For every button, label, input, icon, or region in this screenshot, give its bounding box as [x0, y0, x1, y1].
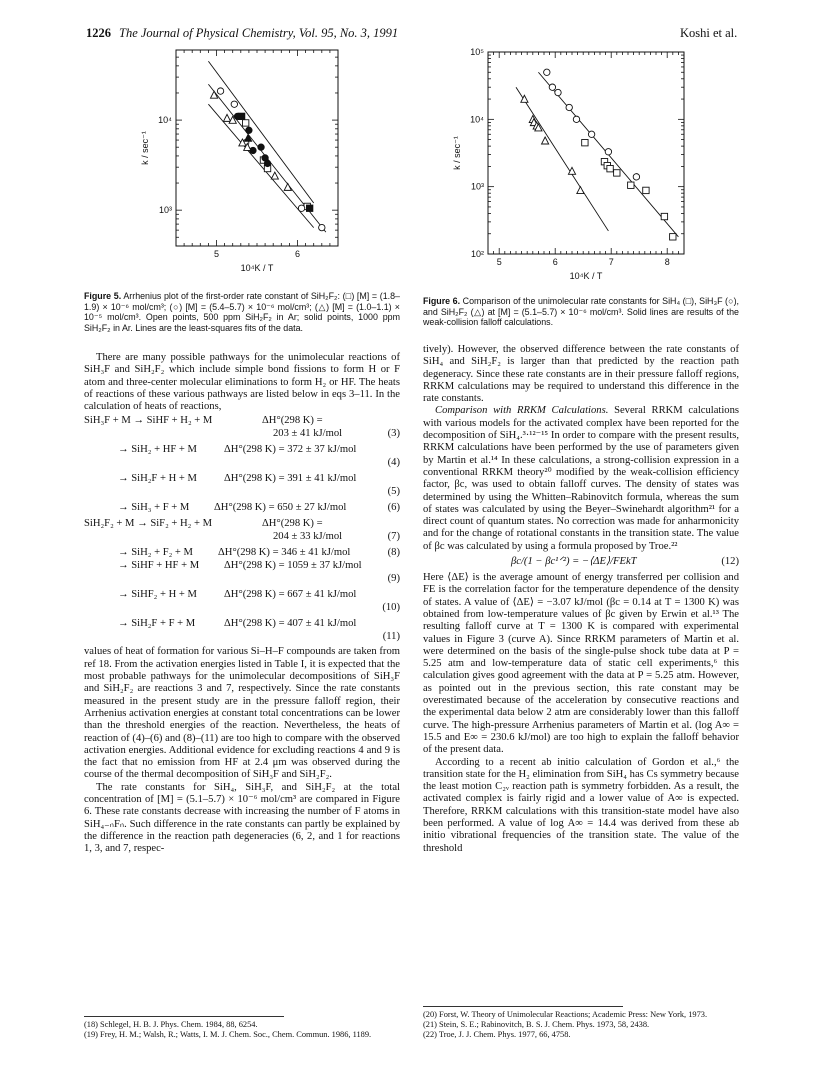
- eq10-enthalpy: ΔH°(298 K) = 667 ± 41 kJ/mol: [224, 589, 357, 601]
- data-point: [607, 165, 613, 171]
- equation-3-value: [84, 428, 400, 441]
- data-point: [577, 187, 584, 194]
- figure5-caption: [84, 291, 400, 333]
- y-tick-label: 10⁴: [158, 115, 172, 126]
- eq5-reaction: → SiH₂F + H + M: [118, 473, 197, 485]
- data-point: [614, 170, 620, 176]
- eq9-reaction: → SiHF + HF + M: [118, 560, 200, 572]
- data-point: [544, 69, 550, 75]
- figure6-caption-label: Figure 6.: [423, 296, 461, 306]
- eq6-enthalpy: ΔH°(298 K) = 650 ± 27 kJ/mol: [214, 502, 347, 514]
- x-tick-label: 6: [294, 249, 301, 259]
- equation-4: [84, 444, 400, 457]
- data-point: [217, 88, 223, 94]
- eq4-number: (4): [387, 457, 400, 469]
- data-point: [582, 139, 588, 145]
- figure6-caption: [423, 296, 739, 328]
- y-axis-label: k / sec⁻¹: [140, 131, 150, 165]
- data-point: [670, 234, 676, 240]
- eq12-number: (12): [721, 556, 739, 568]
- left-paragraph-2: values of heat of formation for various Si–H–F compounds are taken from ref 18. From the activation energies listed in Table I, it is expected that the most probable pathways for the unimolecular decompositions of SiH₃F and SiH₂F₂ are reactions 3 and 7, respectively. Since the rate constants measured in the present study are in the pressure falloff region, their Arrhenius activation energies at constant total concentrations can be lower than the threshold energies of the reaction. Nevertheless, the heats of reaction of (4)–(6) and (8)–(11) are too high to compare with the observed activation energies. Additional evidence for excluding reactions 4 and 9 is the fact that no emission from HF at 2.4 μm was observed during the course of the thermal decomposition of SiH₃F and SiH₂F₂.: [84, 646, 400, 781]
- fit-line: [516, 87, 608, 231]
- equation-7-value: [84, 531, 400, 544]
- x-tick-label: 5: [213, 249, 220, 259]
- y-tick-label: 10⁵: [470, 47, 484, 57]
- equation-4-number-row: [84, 457, 400, 470]
- eq6-reaction: → SiH₃ + F + M: [118, 502, 190, 514]
- x-tick-label: 7: [608, 257, 614, 267]
- data-point: [588, 131, 594, 137]
- eq12-formula: βc/(1 − βc¹ᐟ²) = −⟨ΔE⟩/FEkT: [511, 556, 637, 568]
- eq11-number: (11): [382, 631, 400, 643]
- data-point: [306, 205, 312, 211]
- x-axis-label: 10⁴K / T: [569, 271, 603, 281]
- footnote-rule-left: [84, 1016, 284, 1017]
- page-number: 1226: [86, 26, 111, 40]
- footnote-20: (20) Forst, W. Theory of Unimolecular Reactions; Academic Press: New York, 1973.: [423, 1010, 708, 1019]
- y-tick-label: 10³: [470, 181, 484, 192]
- data-point: [633, 174, 639, 180]
- equation-9-number-row: [84, 573, 400, 586]
- eq11-reaction: → SiH₂F + F + M: [118, 618, 196, 630]
- data-point: [628, 182, 634, 188]
- equation-7: [84, 518, 400, 531]
- right-paragraph-1: tively). However, the observed difference between the rate constants of SiH₄ and SiH₂F₂ is larger than that predicted by the reaction path degeneracy. Since these rate constants are in their pressure falloff regions, RRKM calculations may be required to understand this difference in the rate constants.: [423, 344, 739, 405]
- fit-line: [208, 61, 313, 203]
- data-point: [549, 84, 555, 90]
- data-point: [319, 224, 325, 230]
- eq5-enthalpy: ΔH°(298 K) = 391 ± 41 kJ/mol: [224, 473, 357, 485]
- running-header: [86, 26, 398, 41]
- eq5-number: (5): [387, 486, 400, 498]
- eq3-enthalpy: ΔH°(298 K) =: [262, 415, 323, 427]
- eq7-enthalpy: ΔH°(298 K) =: [262, 518, 323, 530]
- figure5-plot: [108, 42, 408, 282]
- data-point: [223, 114, 230, 121]
- data-point: [566, 104, 572, 110]
- data-point: [242, 120, 248, 126]
- eq9-enthalpy: ΔH°(298 K) = 1059 ± 37 kJ/mol: [224, 560, 362, 572]
- data-point: [661, 213, 667, 219]
- footnote-21: (21) Stein, S. E.; Rabinovitch, B. S. J. Chem. Phys. 1973, 58, 2438.: [423, 1020, 650, 1029]
- eq4-enthalpy: ΔH°(298 K) = 372 ± 37 kJ/mol: [224, 444, 357, 456]
- eq8-number: (8): [387, 547, 400, 559]
- left-paragraph-3: The rate constants for SiH₄, SiH₃F, and SiH₂F₂ at the total concentration of [M] = (5.1–5.7) × 10⁻⁶ mol/cm³ are compared in Figure 6. These rate constants decrease with increasing the number of F atoms in SiH₄₋ₙFₙ. Such difference in the rate constants can partly be explained by the difference in the reaction path degeneracies (6, 2, and 1 for reactions 1, 3, and 7, respec-: [84, 781, 400, 855]
- figure5-caption-text: Arrhenius plot of the first-order rate constant of SiH₂F₂: (□) [M] = (1.8–1.9) × 10⁻⁶ mol/cm³; (○) [M] = (5.4–5.7) × 10⁻⁶ mol/cm³; (△) [M] = (1.0–1.1) × 10⁻⁵ mol/cm³. Open points, 500 ppm SiH₂F₂ in Ar; solid points, 1000 ppm SiH₂F₂ in Ar. Lines are the least-squares fits of the data.: [84, 291, 400, 333]
- footnote-19: (19) Frey, H. M.; Walsh, R.; Watts, I. M. J. Chem. Soc., Chem. Commun. 1986, 1189.: [84, 1030, 372, 1039]
- fit-line: [208, 104, 313, 227]
- eq3-value: 203 ± 41 kJ/mol: [273, 428, 343, 440]
- footnote-rule-right: [423, 1006, 623, 1007]
- figure6-plot: [450, 40, 730, 290]
- equation-5-number-row: [84, 486, 400, 499]
- right-column: [423, 344, 739, 855]
- footnote-18: (18) Schlegel, H. B. J. Phys. Chem. 1984, 88, 6254.: [84, 1020, 258, 1029]
- eq4-reaction: → SiH₂ + HF + M: [118, 444, 197, 456]
- eq7-number: (7): [387, 531, 400, 543]
- plot-frame: [488, 52, 684, 254]
- x-tick-label: 6: [552, 257, 558, 267]
- equation-9: [84, 560, 400, 573]
- data-point: [555, 89, 561, 95]
- equation-8: [84, 547, 400, 560]
- equation-10-number-row: [84, 602, 400, 615]
- equation-6: [84, 502, 400, 515]
- eq3-number: (3): [387, 428, 400, 440]
- figure6-caption-text: Comparison of the unimolecular rate constants for SiH₄ (□), SiH₃F (○), and SiH₂F₂ (△) at [M] = (5.1–5.7) × 10⁻⁶ mol/cm³. Solid lines are results of the weak-collision falloff calculations.: [423, 296, 739, 328]
- y-tick-label: 10³: [158, 205, 172, 216]
- footnotes-right: [423, 1010, 739, 1040]
- eq3-reaction: SiH₃F + M → SiHF + H₂ + M: [84, 415, 213, 427]
- eq8-reaction: → SiH₂ + F₂ + M: [118, 547, 193, 559]
- data-point: [643, 187, 649, 193]
- data-point: [271, 172, 278, 179]
- x-tick-label: 5: [496, 257, 502, 267]
- left-paragraph-1: There are many possible pathways for the unimolecular reactions of SiH₃F and SiH₂F₂ which include simple bond fissions to form H or F atom and three-center molecular eliminations to form H₂ or HF. The heats of reactions of these various pathways are listed below in eqs 3–11. In the calculation of heats of reactions,: [84, 352, 400, 413]
- x-axis-label: 10⁴K / T: [240, 263, 274, 273]
- data-point: [298, 205, 304, 211]
- left-column: [84, 352, 400, 856]
- eq7-reaction: SiH₂F₂ + M → SiF₂ + H₂ + M: [84, 518, 213, 530]
- eq6-number: (6): [387, 502, 400, 514]
- right-paragraph-4: According to a recent ab initio calculation of Gordon et al.,⁶ the transition state for the H₂ elimination from SiH₄ has Cs symmetry because the least motion C₂ᵥ reaction path is symmetry forbidden. As a result, the activated complex is fairly rigid and a lower value of A∞ is expected. Therefore, RRKM calculations with this transition-state model have also been performed. A value of log A∞ = 14.4 was derived from these ab initio vibrational frequencies of the transition state. The value of the threshold: [423, 756, 739, 854]
- data-point: [234, 113, 240, 119]
- equation-10: [84, 589, 400, 602]
- equation-11: [84, 618, 400, 631]
- eq11-enthalpy: ΔH°(298 K) = 407 ± 41 kJ/mol: [224, 618, 357, 630]
- eq8-enthalpy: ΔH°(298 K) = 346 ± 41 kJ/mol: [218, 547, 351, 559]
- eq7-value: 204 ± 33 kJ/mol: [273, 531, 343, 543]
- eq10-number: (10): [382, 602, 400, 614]
- equation-3: [84, 415, 400, 428]
- x-tick-label: 8: [664, 257, 670, 267]
- journal-citation: The Journal of Physical Chemistry, Vol. 95, No. 3, 1991: [119, 26, 399, 40]
- y-axis-label: k / sec⁻¹: [452, 136, 462, 170]
- equation-5: [84, 473, 400, 486]
- equation-12: [423, 556, 739, 572]
- footnotes-left: [84, 1020, 400, 1040]
- data-point: [573, 116, 579, 122]
- figure5-caption-label: Figure 5.: [84, 291, 122, 301]
- footnote-22: (22) Troe, J. J. Chem. Phys. 1977, 66, 4758.: [423, 1030, 571, 1039]
- right-paragraph-3: Here ⟨ΔE⟩ is the average amount of energy transferred per collision and FE is the correlation factor for the temperature dependence of the density of states. A value of ⟨ΔE⟩ = −3.07 kJ/mol (βc = 0.14 at T = 1300 K) was obtained from low-temperature values of βc given by Erwin et al.¹³ The resulting falloff curve at T = 1300 K is compared with experimental values in Figure 3 (curve A). Since RRKM parameters of Martin et al. were determined on the basis of the single-pulse shock tube data at P = 5.25 atm and low-temperature data of static cell experiments,⁶ this calculation gives good agreement with the data at P = 5.25 atm. However, as pointed out in the previous section, this rate constant may be overestimated because of the acceleration by consecutive reactions and the experimental data below 2 atm are considerably lower than this falloff curve. The high-pressure Arrhenius parameters of Martin et al. (log A∞ = 15.5 and E∞ = 230.6 kJ/mol) are too high to explain the falloff behavior of the present data.: [423, 572, 739, 756]
- eq9-number: (9): [387, 573, 400, 585]
- right-paragraph-2: Several RRKM calculations with various models for the activated complex have been reported for the decomposition of SiH₄.³·¹²⁻¹⁵ In order to compare with the present results, RRKM calculations have been performed by the use of parameters given by Martin et al.¹⁴ In these calculations, a strong-collision expression in a conventional RRKM theory²⁰ modified by the weak-collision efficiency factor, βc, was used to obtain falloff curves. The density of states was determined by using the Whitten–Rabinovitch formula, whereas the sum of states was calculated by using the Beyer–Swinehardt algorithm²¹ for a direct count of quantum states. No correction was made for anharmonicity and for the change of rotational constants in the transition state. The value of βc was calculated by using a formula proposed by Troe.²²: [423, 405, 740, 552]
- equation-11-number-row: [84, 631, 400, 644]
- data-point: [258, 144, 264, 150]
- data-point: [231, 101, 237, 107]
- eq10-reaction: → SiHF₂ + H + M: [118, 589, 197, 601]
- running-authors: Koshi et al.: [680, 26, 738, 40]
- data-point: [542, 137, 549, 144]
- y-tick-label: 10²: [470, 249, 484, 259]
- section-heading: Comparison with RRKM Calculations.: [435, 405, 609, 417]
- y-tick-label: 10⁴: [470, 114, 484, 125]
- data-point: [246, 127, 252, 133]
- data-point: [264, 160, 270, 166]
- data-point: [605, 149, 611, 155]
